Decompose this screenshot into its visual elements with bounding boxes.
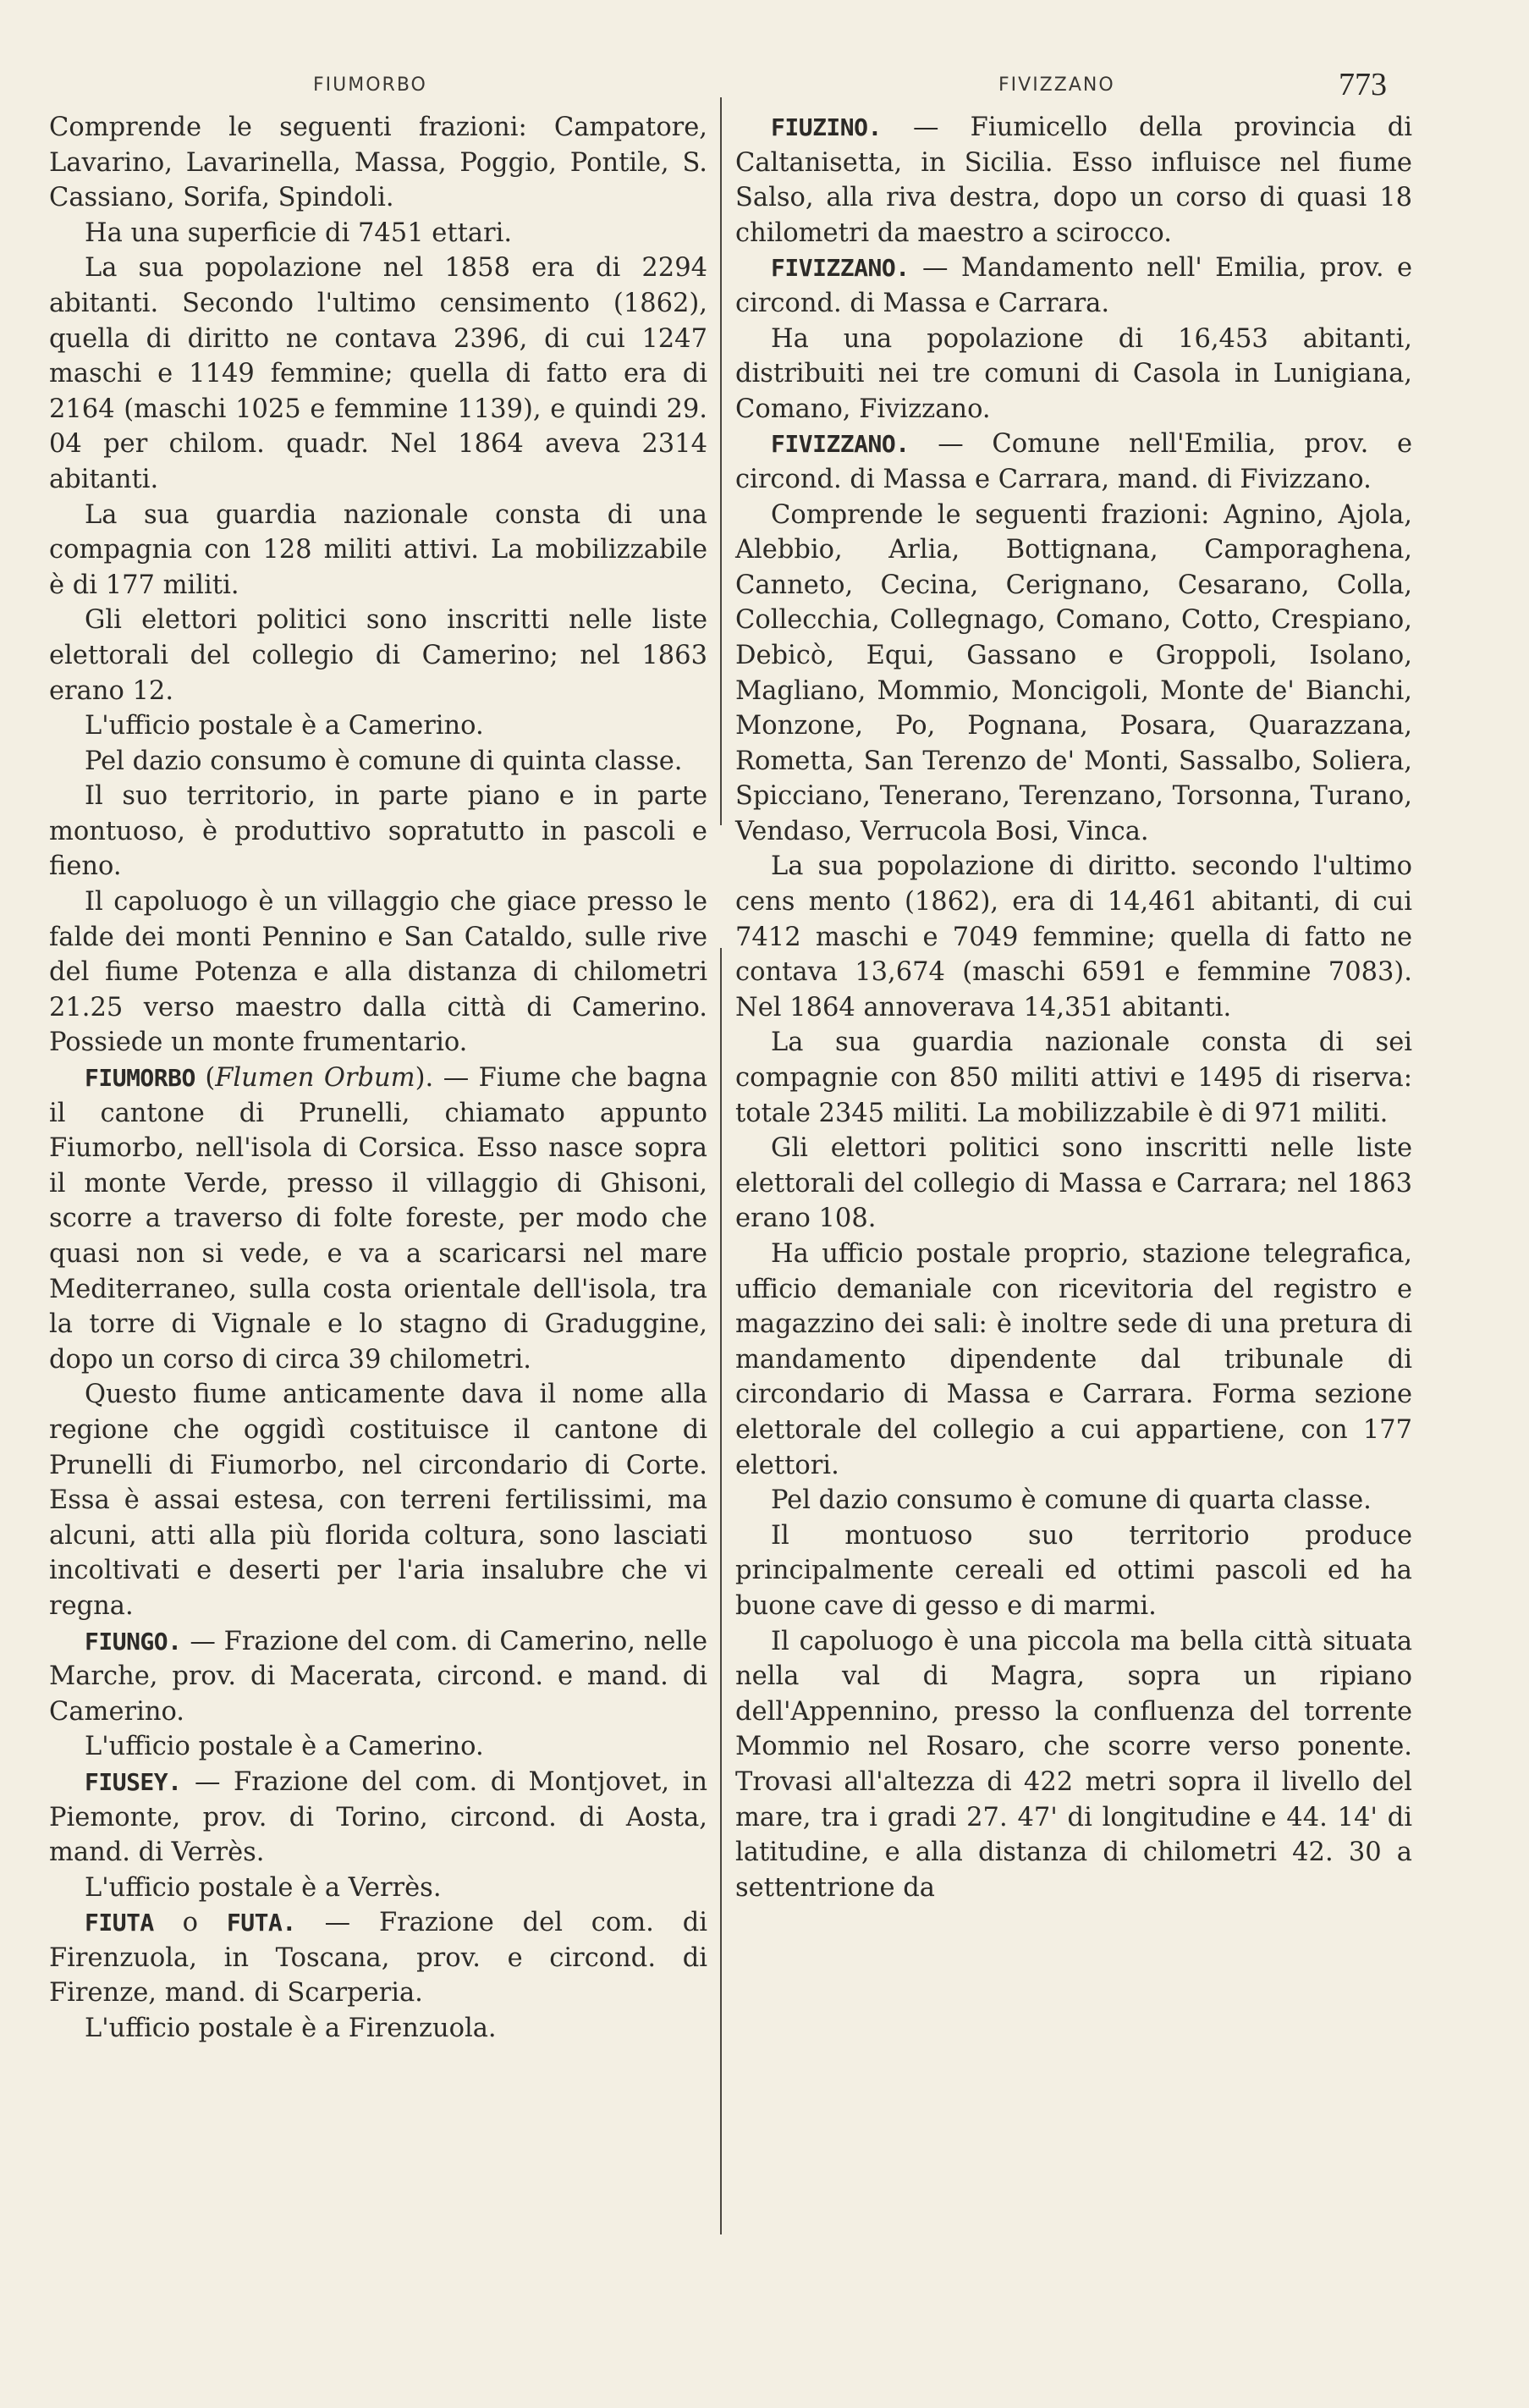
headword: FIUMORBO (85, 1064, 195, 1093)
entry-fiumorbo: FIUMORBO (Flumen Orbum). — Fiume che bagna il cantone di Prunelli, chiamato appunto Fiumorbo, nell'isola di Corsica. Esso nasce sopra il monte Verde, presso il villaggio di Ghisoni, scorre a traverso di folte foreste, per modo che quasi non si vede, e va a scaricarsi nel mare Mediterraneo, sulla costa orientale dell'isola, tra la torre di Vignale e lo stagno di Graduggine, dopo un corso di circa 39 chilometri. (49, 1063, 708, 1375)
entry-text: — Frazione del com. di Camerino, nelle Marche, prov. di Macerata, circond. e mand. di Camerino. (49, 1626, 707, 1727)
entry-fiusey (49, 1765, 707, 1871)
entry-fiuta (49, 1905, 707, 2011)
paragraph: Pel dazio consumo è comune di quarta classe. (771, 1485, 1372, 1516)
paragraph: Comprende le seguenti frazioni: Agnino, Ajola, Alebbio, Arlia, Bottignana, Camporaghena, Canneto, Cecina, Cerignano, Cesarano, Colla, Collecchia, Collegnago, Comano, Cotto, Crespiano, Debicò, Equi, Gassano e Groppoli, Isolano, Magliano, Mommio, Moncigoli, Monte de' Bianchi, Monzone, Po, Pognana, Posara, Quarazzana, Rometta, San Terenzo de' Monti, Sassalbo, Soliera, Spicciano, Tenerano, Terenzano, Torsonna, Turano, Vendaso, Verrucola Bosi, Vinca. (735, 499, 1412, 846)
entry-fivizzano-comune (735, 427, 1412, 497)
left-running-head: FIUMORBO (313, 74, 427, 96)
entry-text: — Frazione del com. di Firenzuola, in Toscana, prov. e circond. di Firenze, mand. di Scarperia. (49, 1908, 708, 2009)
column-rule-bottom (720, 948, 722, 2234)
paragraph: L'ufficio postale è a Verrès. (85, 1872, 442, 1903)
entry-fivizzano-mandamento (735, 251, 1412, 321)
headword: FIUNGO. (85, 1627, 182, 1656)
paragraph: Questo fiume anticamente dava il nome alla regione che oggidì costituisce il cantone di Prunelli di Fiumorbo, nel circondario di Corte. Essa è assai estesa, con terreni fertilissimi, ma alcuni, atti alla più florida coltura, sono lasciati incoltivati e deserti per l'aria insalubre che vi regna. (49, 1380, 707, 1621)
latin-name: Flumen Orbum (215, 1063, 415, 1094)
entry-text: — Fiume che bagna il cantone di Prunelli, chiamato appunto Fiumorbo, nell'isola di Corsica. Esso nasce sopra il monte Verde, presso il villaggio di Ghisoni, scorre a traverso di folte foreste, per modo che quasi non si vede, e va a scaricarsi nel mare Mediterraneo, sulla costa orientale dell'isola, tra la torre di Vignale e lo stagno di Graduggine, dopo un corso di circa 39 chilometri. (49, 1063, 708, 1375)
paragraph: Gli elettori politici sono inscritti nelle liste elettorali del collegio di Camerino; nel 1863 erano 12. (49, 605, 707, 706)
headword-alt: FUTA. (226, 1909, 296, 1937)
right-running-head: FIVIZZANO (998, 74, 1115, 96)
headword: FIUSEY. (85, 1767, 182, 1796)
headword: FIVIZZANO. (771, 430, 910, 459)
entry-text: — Mandamento nell' Emilia, prov. e circond. di Massa e Carrara. (735, 253, 1412, 318)
paragraph: Il capoluogo è una piccola ma bella città situata nella val di Magra, sopra un ripiano dell'Appennino, presso la confluenza del torrente Mommio nel Rosaro, che scorre verso ponente. Trovasi all'altezza di 422 metri sopra il livello del mare, tra i gradi 27. 47' di longitudine e 44. 14' di latitudine, e alla distanza di chilometri 42. 30 a settentrione da (735, 1626, 1412, 1903)
headword: FIVIZZANO. (771, 254, 910, 283)
paragraph: L'ufficio postale è a Firenzuola. (85, 2014, 497, 2044)
paragraph: Comprende le seguenti frazioni: Campatore, Lavarino, Lavarinella, Massa, Poggio, Pontile, S. Cassiano, Sorifa, Spindoli. (49, 113, 707, 213)
paragraph: La sua popolazione nel 1858 era di 2294 abitanti. Secondo l'ultimo censimento (1862), quella di diritto ne contava 2396, di cui 1247 maschi e 1149 femmine; quella di fatto era di 2164 (maschi 1025 e femmine 1139), e quindi 29. 04 per chilom. quadr. Nel 1864 aveva 2314 abitanti. (49, 253, 707, 494)
page-number: 773 (1339, 67, 1387, 102)
headword: FIUZINO. (771, 113, 882, 141)
paragraph: La sua popolazione di diritto. secondo l'ultimo cens mento (1862), era di 14,461 abitanti, di cui 7412 maschi e 7049 femmine; quella di fatto ne contava 13,674 (maschi 6591 e femmine 7083). Nel 1864 annoverava 14,351 abitanti. (735, 851, 1412, 1022)
paragraph: La sua guardia nazionale consta di sei compagnie con 850 militi attivi e 1495 di riserva: totale 2345 militi. La mobilizzabile è di 971 militi. (735, 1028, 1412, 1128)
paragraph: Il suo territorio, in parte piano e in parte montuoso, è produttivo sopratutto in pascoli e fieno. (49, 781, 707, 882)
headword: FIUTA (85, 1909, 154, 1937)
paragraph: Pel dazio consumo è comune di quinta classe. (85, 746, 683, 776)
entry-fiuzino (735, 110, 1412, 251)
paragraph: La sua guardia nazionale consta di una compagnia con 128 militi attivi. La mobilizzabile è di 177 militi. (49, 499, 707, 600)
paragraph: Gli elettori politici sono inscritti nelle liste elettorali del collegio di Massa e Carrara; nel 1863 erano 108. (735, 1133, 1412, 1234)
entry-text: — Comune nell'Emilia, prov. e circond. di Massa e Carrara, mand. di Fivizzano. (735, 429, 1412, 494)
right-column (735, 110, 1412, 1905)
conjunction: o (182, 1908, 199, 1938)
paragraph: Ha ufficio postale proprio, stazione telegrafica, ufficio demaniale con ricevitoria del registro e magazzino dei sali: è inoltre sede di una pretura di mandamento dipendente dal tribunale di circondario di Massa e Carrara. Forma sezione elettorale del collegio a cui appartiene, con 177 elettori. (735, 1239, 1412, 1480)
paragraph: L'ufficio postale è a Camerino. (85, 711, 484, 741)
paragraph: L'ufficio postale è a Camerino. (85, 1732, 484, 1762)
entry-text: — Fiumicello della provincia di Caltanisetta, in Sicilia. Esso influisce nel fiume Salso, alla riva destra, dopo un corso di quasi 18 chilometri da maestro a scirocco. (735, 113, 1412, 248)
entry-text: — Frazione del com. di Montjovet, in Piemonte, prov. di Torino, circond. di Aosta, mand. di Verrès. (49, 1766, 707, 1868)
paragraph: Ha una popolazione di 16,453 abitanti, distribuiti nei tre comuni di Casola in Lunigiana, Comano, Fivizzano. (735, 323, 1412, 424)
left-column (49, 110, 707, 2047)
column-rule-top (720, 97, 722, 825)
entry-fiungo (49, 1624, 707, 1730)
paragraph: Il capoluogo è un villaggio che giace presso le falde dei monti Pennino e San Cataldo, sulle rive del fiume Potenza e alla distanza di chilometri 21.25 verso maestro dalla città di Camerino. Possiede un monte frumentario. (49, 887, 707, 1058)
paragraph: Il montuoso suo territorio produce principalmente cereali ed ottimi pascoli ed ha buone cave di gesso e di marmi. (735, 1520, 1412, 1621)
paragraph: Ha una superficie di 7451 ettari. (85, 218, 513, 248)
